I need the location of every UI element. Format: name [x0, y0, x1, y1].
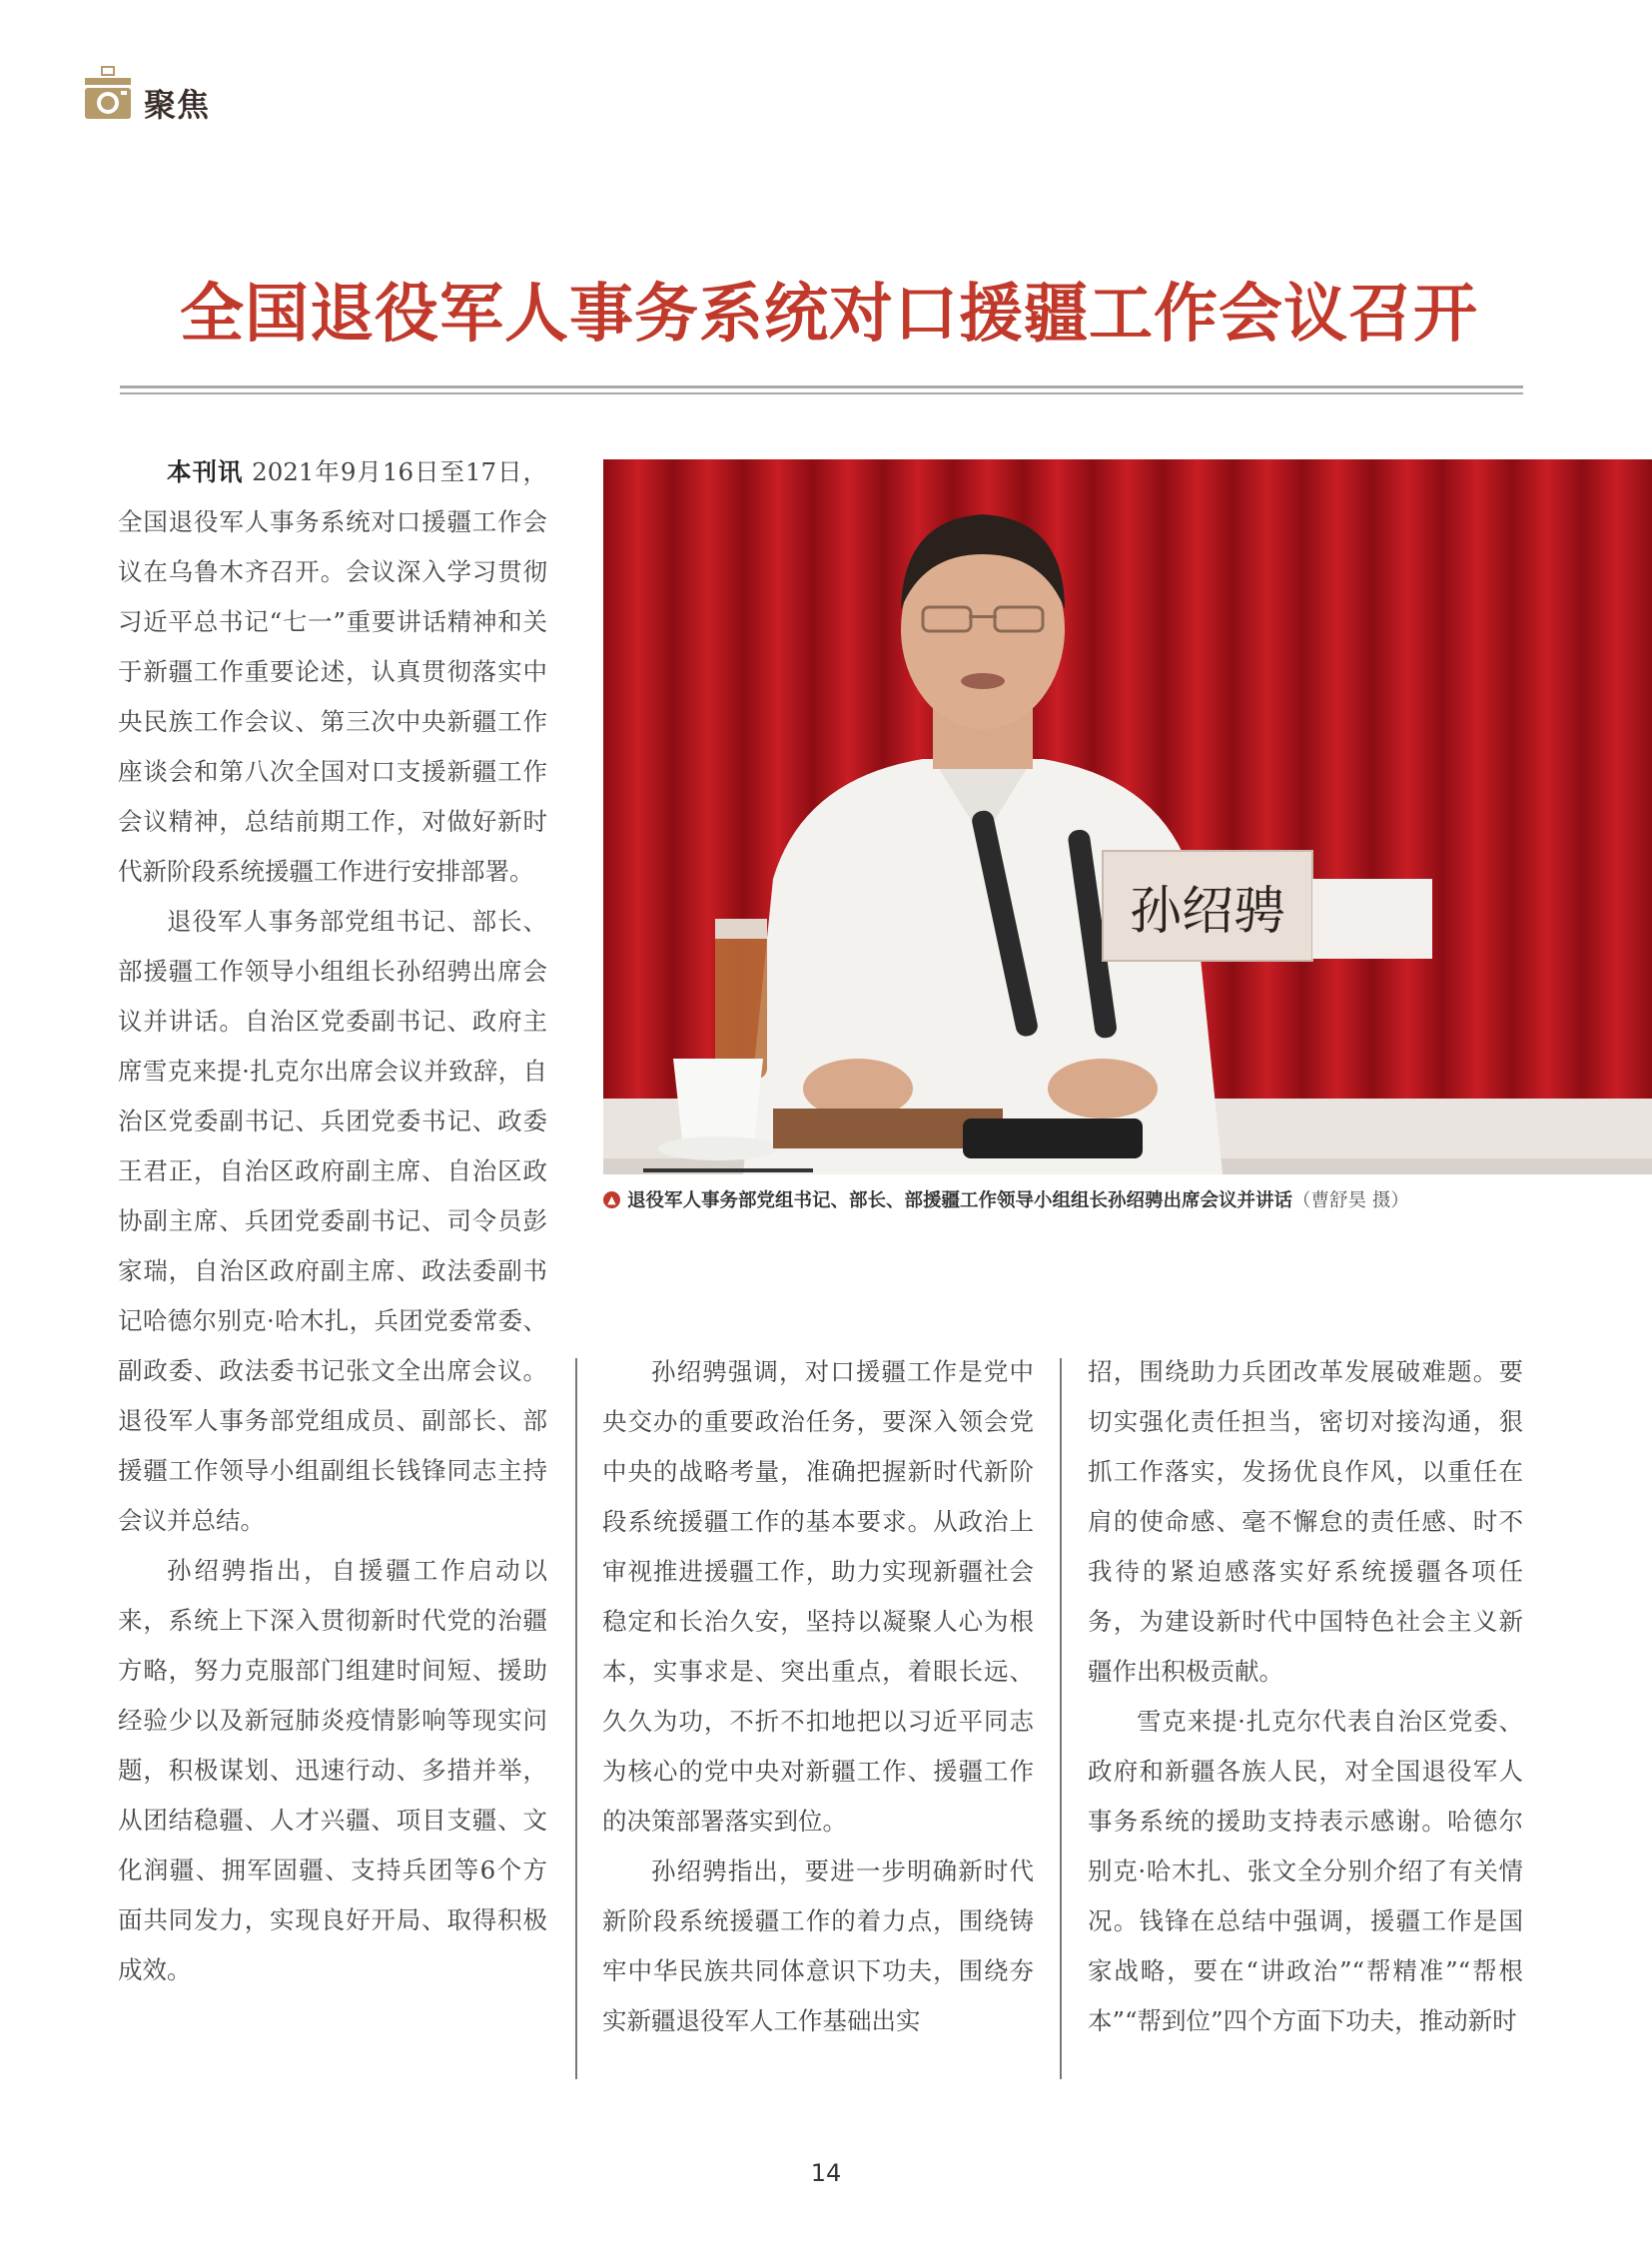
chevron-up-icon: ▲ — [603, 1191, 620, 1208]
body-paragraph: 退役军人事务部党组书记、部长、部援疆工作领导小组组长孙绍骋出席会议并讲话。自治区党委副书记、政府主席雪克来提·扎克尔出席会议并致辞，自治区党委副书记、兵团党委书记、政委王君正，自治区政府副主席、自治区政协副主席、兵团党委副书记、司令员彭家瑞，自治区政府副主席、政法委副书记哈德尔别克·哈木扎，兵团党委常委、副政委、政法委书记张文全出席会议。退役军人事务部党组成员、副部长、部援疆工作领导小组副组长钱锋同志主持会议并总结。 — [118, 907, 547, 1535]
article-column-2 — [602, 1347, 1034, 2046]
article-column-1 — [118, 447, 547, 1995]
column-divider — [575, 1358, 577, 2079]
body-paragraph: 雪克来提·扎克尔代表自治区党委、政府和新疆各族人民，对全国退役军人事务系统的援助支持表示感谢。哈德尔别克·哈木扎、张文全分别介绍了有关情况。钱锋在总结中强调，援疆工作是国家战略，要在“讲政治”“帮精准”“帮根本”“帮到位”四个方面下功夫，推动新时 — [1088, 1707, 1523, 2035]
title-rule-thin — [120, 392, 1523, 394]
meeting-photo — [603, 459, 1652, 1174]
article-title: 全国退役军人事务系统对口援疆工作会议召开 — [180, 278, 1478, 352]
caption-text: 退役军人事务部党组书记、部长、部援疆工作领导小组组长孙绍骋出席会议并讲话 — [627, 1190, 1293, 1211]
lead-paragraph — [118, 447, 547, 897]
page-number: 14 — [810, 2159, 842, 2187]
body-paragraph: 孙绍骋强调，对口援疆工作是党中央交办的重要政治任务，要深入领会党中央的战略考量，准确把握新时代新阶段系统援疆工作的基本要求。从政治上审视推进援疆工作，助力实现新疆社会稳定和长治久安，坚持以凝聚人心为根本，实事求是、突出重点，着眼长远、久久为功，不折不扣地把以习近平同志为核心的党中央对新疆工作、援疆工作的决策部署落实到位。 — [602, 1357, 1034, 1836]
nameplate-text: 孙绍骋 — [1129, 882, 1286, 942]
photo-credit: （曹舒昊 摄） — [1292, 1190, 1409, 1211]
body-paragraph-continued: 招，围绕助力兵团改革发展破难题。要切实强化责任担当，密切对接沟通，狠抓工作落实，发扬优良作风，以重任在肩的使命感、毫不懈怠的责任感、时不我待的紧迫感落实好系统援疆各项任务，为建设新时代中国特色社会主义新疆作出积极贡献。 — [1088, 1357, 1523, 1686]
title-rule — [120, 385, 1523, 388]
camera-icon — [82, 64, 134, 122]
article-column-3 — [1088, 1347, 1523, 2046]
body-paragraph: 孙绍骋指出，要进一步明确新时代新阶段系统援疆工作的着力点，围绕铸牢中华民族共同体意识下功夫，围绕夯实新疆退役军人工作基础出实 — [602, 1857, 1034, 2035]
speaker-photo-illustration — [603, 459, 1652, 1174]
lead-label: 本刊讯 — [167, 457, 244, 486]
column-divider — [1060, 1358, 1062, 2079]
body-paragraph: 孙绍骋指出，自援疆工作启动以来，系统上下深入贯彻新时代党的治疆方略，努力克服部门组建时间短、援助经验少以及新冠肺炎疫情影响等现实问题，积极谋划、迅速行动、多措并举，从团结稳疆、人才兴疆、项目支疆、文化润疆、拥军固疆、支持兵团等6个方面共同发力，实现良好开局、取得积极成效。 — [118, 1556, 547, 1984]
lead-text: 2021年9月16日至17日，全国退役军人事务系统对口援疆工作会议在乌鲁木齐召开。会议深入学习贯彻习近平总书记“七一”重要讲话精神和关于新疆工作重要论述，认真贯彻落实中央民族工作会议、第三次中央新疆工作座谈会和第八次全国对口支援新疆工作会议精神，总结前期工作，对做好新时代新阶段系统援疆工作进行安排部署。 — [118, 457, 548, 886]
section-label: 聚焦 — [144, 86, 211, 124]
photo-caption — [603, 1187, 1652, 1215]
